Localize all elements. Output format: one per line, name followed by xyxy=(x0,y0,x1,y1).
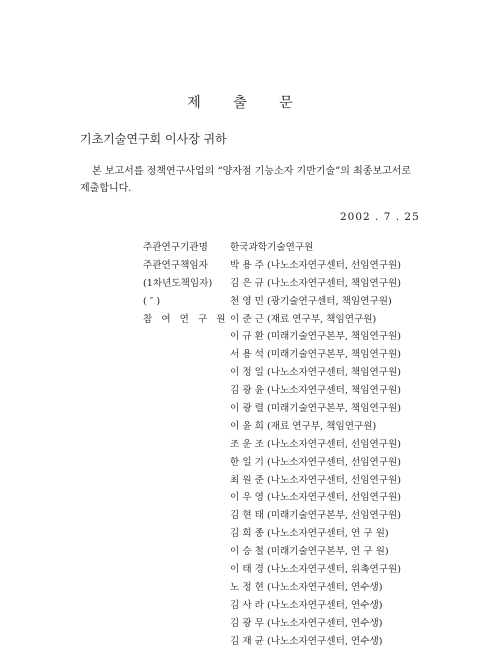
roster-row xyxy=(143,489,433,507)
roster-name: 서 용 석 (미래기술연구본부, 책임연구원) xyxy=(230,349,402,361)
roster-name: 이 정 일 (나노소자연구센터, 책임연구원) xyxy=(230,367,402,379)
roster-name: 최 원 준 (나노소자연구센터, 선임연구원) xyxy=(230,474,402,486)
body-paragraph xyxy=(80,163,420,197)
body-line: 제출합니다. xyxy=(80,183,132,194)
roster-row xyxy=(143,328,433,346)
roster-name: 이 승 철 (미래기술연구본부, 연 구 원) xyxy=(230,546,389,558)
roster-name: 김 광 무 (나노소자연구센터, 연수생) xyxy=(230,617,383,629)
roster-row xyxy=(143,364,433,382)
roster-name: 한국과학기술연구원 xyxy=(230,242,314,253)
researcher-roster xyxy=(143,239,433,650)
roster-row xyxy=(143,543,433,561)
roster-row xyxy=(143,615,433,633)
roster-row xyxy=(143,400,433,418)
roster-role: 참 여 연 구 원 xyxy=(143,313,229,325)
roster-row xyxy=(143,293,433,311)
title-char: 문 xyxy=(279,95,293,111)
body-line: 본 보고서를 정책연구사업의 “양자점 기능소자 기반기술”의 최종보고서로 xyxy=(92,166,412,177)
roster-name: 이 윤 희 (재료 연구부, 책임연구원) xyxy=(230,420,377,432)
roster-name: 한 일 기 (나노소자연구센터, 선임연구원) xyxy=(230,456,402,468)
roster-name: 이 태 경 (나노소자연구센터, 위촉연구원) xyxy=(230,564,402,576)
roster-name: 이 규 환 (미래기술연구본부, 책임연구원) xyxy=(230,331,402,343)
roster-role: ( ″ ) xyxy=(143,295,161,307)
roster-row xyxy=(143,311,433,329)
roster-name: 이 준 근 (재료 연구부, 책임연구원) xyxy=(230,313,377,325)
roster-name: 이 광 렬 (미래기술연구본부, 책임연구원) xyxy=(230,403,402,415)
title-char: 제 xyxy=(187,95,201,111)
roster-name: 박 용 주 (나노소자연구센터, 선임연구원) xyxy=(230,259,402,271)
roster-name: 김 사 라 (나노소자연구센터, 연수생) xyxy=(230,599,383,611)
page-title xyxy=(0,92,480,112)
roster-row xyxy=(143,633,433,651)
roster-row xyxy=(143,382,433,400)
roster-row xyxy=(143,525,433,543)
roster-role: 주관연구책임자 xyxy=(143,259,208,271)
roster-name: 천 영 민 (광기술연구센터, 책임연구원) xyxy=(230,295,392,307)
roster-name: 김 희 종 (나노소자연구센터, 연 구 원) xyxy=(230,528,389,540)
submission-date: 2002 . 7 . 25 xyxy=(340,211,420,223)
roster-row xyxy=(143,275,433,293)
roster-row xyxy=(143,561,433,579)
roster-role: (1차년도책임자) xyxy=(143,277,213,289)
roster-row xyxy=(143,418,433,436)
roster-name: 이 우 영 (나노소자연구센터, 선임연구원) xyxy=(230,492,402,504)
roster-name: 노 정 현 (나노소자연구센터, 연수생) xyxy=(230,581,383,593)
roster-name: 김 은 규 (나노소자연구센터, 책임연구원) xyxy=(230,277,402,289)
roster-name: 김 광 윤 (나노소자연구센터, 책임연구원) xyxy=(230,385,402,397)
roster-name: 김 재 균 (나노소자연구센터, 연수생) xyxy=(230,635,383,647)
roster-row xyxy=(143,472,433,490)
roster-row xyxy=(143,507,433,525)
roster-row xyxy=(143,436,433,454)
title-char: 출 xyxy=(233,95,247,111)
addressee: 기초기술연구회 이사장 귀하 xyxy=(80,132,227,146)
roster-name: 김 현 태 (미래기술연구본부, 선임연구원) xyxy=(230,510,402,522)
roster-row xyxy=(143,346,433,364)
roster-row xyxy=(143,257,433,275)
roster-name: 조 운 조 (나노소자연구센터, 선임연구원) xyxy=(230,438,402,450)
roster-row xyxy=(143,597,433,615)
roster-row xyxy=(143,239,433,257)
roster-role: 주관연구기관명 xyxy=(143,242,208,253)
roster-row xyxy=(143,579,433,597)
roster-row xyxy=(143,454,433,472)
